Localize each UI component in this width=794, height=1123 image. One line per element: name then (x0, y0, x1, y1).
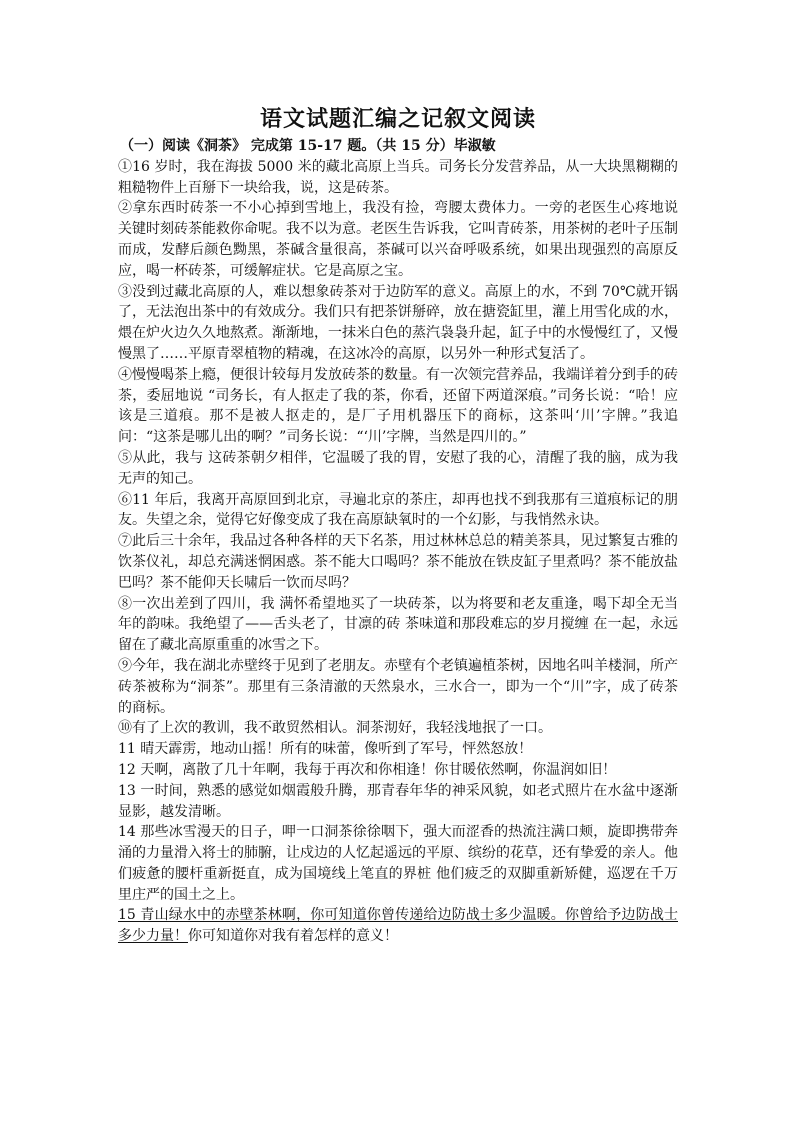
paragraph-3: ③没到过藏北高原的人，难以想象砖茶对于边防军的意义。高原上的水，不到 70℃就开锅了，无法泡出茶中的有效成分。我们只有把茶饼掰碎，放在搪瓷缸里，灌上用雪化成的水，煨在炉火边久久地熬煮。渐渐地，一抹米白色的蒸汽袅袅升起，缸子中的水慢慢红了，又慢慢黑了……平原青翠植物的精魂，在这冰冷的高原，以另外一种形式复活了。 (118, 283, 678, 362)
paragraph-9: ⑨今年，我在湖北赤壁终于见到了老朋友。赤壁有个老镇遍植茶树，因地名叫羊楼洞，所产砖茶被称为“洞茶”。那里有三条清澈的天然泉水，三水合一，即为一个“川”字，成了砖茶的商标。 (118, 657, 678, 716)
section-heading: （一）阅读《洞茶》 完成第 15-17 题。（共 15 分）毕淑敏 (120, 138, 496, 154)
paragraph-6: ⑥11 年后，我离开高原回到北京，寻遍北京的茶庄，却再也找不到我那有三道痕标记的朋友。失望之余，觉得它好像变成了我在高原缺氧时的一个幻影，与我悄然永诀。 (118, 491, 678, 529)
closing-sentence: 你可知道你对我有着怎样的意义！ (188, 928, 398, 945)
document-page (118, 102, 678, 947)
paragraph-8: ⑧一次出差到了四川，我 满怀希望地买了一块砖茶，以为将要和老友重逢，喝下却全无当年的韵味。我绝望了——舌头老了，甘凛的砖 茶味道和那段难忘的岁月搅缠 在一起，永远留在了藏北高原重重的冰雪之下。 (118, 595, 678, 654)
paragraph-15 (118, 905, 678, 947)
paragraph-5: ⑤从此，我与 这砖茶朝夕相伴，它温暖了我的胃，安慰了我的心，清醒了我的脑，成为我无声的知己。 (118, 449, 678, 487)
paragraph-11: 11 晴天霹雳，地动山摇！所有的味蕾，像听到了军号，怦然怒放！ (118, 741, 533, 758)
paragraph-1: ①16 岁时，我在海拔 5000 米的藏北高原上当兵。司务长分发营养品，从一大块黑糊糊的粗糙物件上百掰下一块给我，说，这是砖茶。 (118, 158, 678, 196)
paragraph-10: ⑩有了上次的教训，我不敢贸然相认。洞茶沏好，我轻浅地抿了一口。 (118, 720, 552, 737)
paragraph-13: 13 一时间，熟悉的感觉如烟霞般升腾，那青春年华的神采风貌，如老式照片在水盆中逐渐显影，越发清晰。 (118, 782, 678, 820)
document-title: 语文试题汇编之记叙文阅读 (259, 106, 536, 132)
paragraph-4: ④慢慢喝茶上瘾，便很计较每月发放砖茶的数量。有一次领完营养品，我端详着分到手的砖茶，委屈地说 “司务长，有人抠走了我的茶，你看，还留下两道深痕。”司务长说：“哈！应该是三道痕。那不是被人抠走的，是厂子用机器压下的商标，这茶叫‘川’字牌。”我追问：“这茶是哪儿出的啊？”司务长说：“‘川’字牌，当然是四川的。” (118, 366, 678, 446)
underlined-sentence: 15 青山绿水中的赤壁茶林啊，你可知道你曾传递给边防战士多少温暖。你曾给予边防战士多少力量！ (118, 907, 678, 945)
paragraph-12: 12 天啊，离散了几十年啊，我每于再次和你相逢！你甘暖依然啊，你温润如旧！ (118, 761, 617, 778)
paragraph-2: ②拿东西时砖茶一不小心掉到雪地上，我没有捡，弯腰太费体力。一旁的老医生心疼地说 关键时刻砖茶能救你命呢。我不以为意。老医生告诉我，它叫青砖茶，用茶树的老叶子压制而成，发酵后颜色黝黑，茶碱含量很高，茶碱可以兴奋呼吸系统，如果出现强烈的高原反应，喝一杯砖茶，可缓解症状。它是高原之宝。 (118, 200, 678, 279)
paragraph-14: 14 那些冰雪漫天的日子，呷一口洞茶徐徐咽下，强大而涩香的热流注满口颊，旋即携带奔涌的力量滑入将士的肺腑，让戍边的人忆起遥远的平原、缤纷的花草，还有挚爱的亲人。他们疲惫的腰杆重新挺直，成为国境线上笔直的界桩 他们疲乏的双脚重新矫健，巡逻在千万里庄严的国土之上。 (118, 824, 678, 903)
paragraph-7: ⑦此后三十余年，我品过各种各样的天下名茶，用过林林总总的精美茶具，见过繁复古雅的饮茶仪礼，却总充满迷惘困惑。茶不能大口喝吗？茶不能放在铁皮缸子里煮吗？茶不能放盐巴吗？茶不能仰天长啸后一饮而尽吗？ (118, 533, 678, 591)
